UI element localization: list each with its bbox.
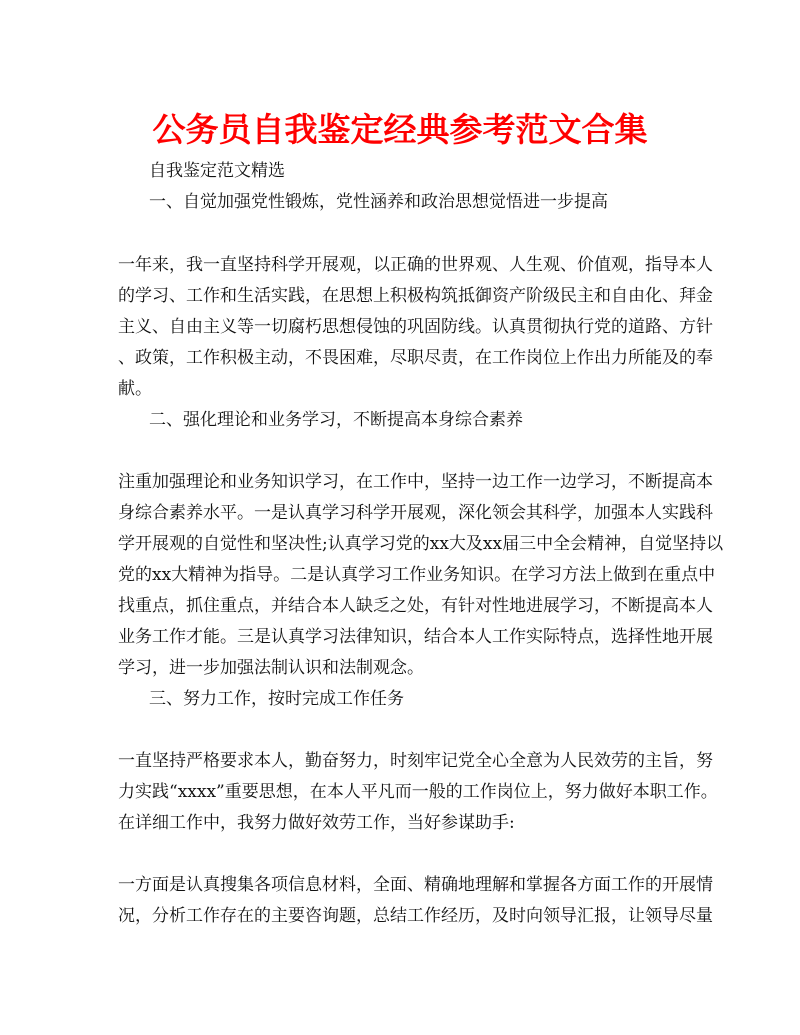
paragraph-line: 学习，进一步加强法制认识和法制观念。 (118, 658, 424, 678)
paragraph-line: 在详细工作中，我努力做好效劳工作，当好参谋助手: (118, 813, 515, 833)
section-heading-party-spirit: 一、自觉加强党性锻炼，党性涵养和政治思想觉悟进一步提高 (149, 192, 608, 212)
paragraph-line: 力实践“xxxx”重要思想，在本人平凡而一般的工作岗位上，努力做好本职工作。 (118, 782, 718, 802)
paragraph-line: 学开展观的自觉性和坚决性;认真学习党的xx大及xx届三中全会精神，自觉坚持以 (118, 534, 724, 554)
paragraph-line: 一年来，我一直坚持科学开展观，以正确的世界观、人生观、价值观，指导本人 (118, 255, 713, 275)
paragraph-line: 注重加强理论和业务知识学习，在工作中，坚持一边工作一边学习，不断提高本 (118, 472, 713, 492)
section-heading-selected-essays: 自我鉴定范文精选 (149, 161, 285, 181)
paragraph-line: 的学习、工作和生活实践，在思想上积极构筑抵御资产阶级民主和自由化、拜金 (118, 286, 713, 306)
paragraph-line: 业务工作才能。三是认真学习法律知识，结合本人工作实际特点，选择性地开展 (118, 627, 713, 647)
section-heading-theory-study: 二、强化理论和业务学习，不断提高本身综合素养 (149, 410, 523, 430)
paragraph-line: 主义、自由主义等一切腐朽思想侵蚀的巩固防线。认真贯彻执行党的道路、方针 (118, 317, 713, 337)
paragraph-line: 党的xx大精神为指导。二是认真学习工作业务知识。在学习方法上做到在重点中 (118, 565, 716, 585)
paragraph-line: 况，分析工作存在的主要咨询题，总结工作经历，及时向领导汇报，让领导尽量 (118, 906, 713, 926)
paragraph-line: 一方面是认真搜集各项信息材料，全面、精确地理解和掌握各方面工作的开展情 (118, 875, 713, 895)
paragraph-line: 找重点，抓住重点，并结合本人缺乏之处，有针对性地进展学习，不断提高本人 (118, 596, 713, 616)
document-title: 公务员自我鉴定经典参考范文合集 (152, 110, 648, 149)
paragraph-line: 身综合素养水平。一是认真学习科学开展观，深化领会其科学，加强本人实践科 (118, 503, 713, 523)
paragraph-line: 献。 (118, 379, 152, 399)
paragraph-line: 一直坚持严格要求本人，勤奋努力，时刻牢记党全心全意为人民效劳的主旨，努 (118, 751, 713, 771)
paragraph-line: 、政策，工作积极主动，不畏困难，尽职尽责，在工作岗位上作出力所能及的奉 (118, 348, 713, 368)
section-heading-work-tasks: 三、努力工作，按时完成工作任务 (149, 689, 404, 709)
